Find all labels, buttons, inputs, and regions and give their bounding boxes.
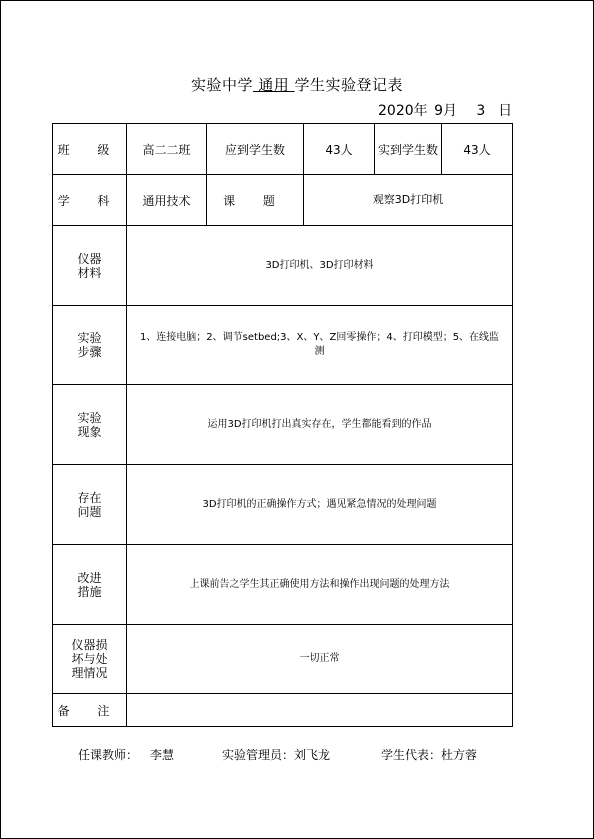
damage-label: 仪器损 坏与处 理情况 bbox=[53, 625, 127, 694]
subject-label: 学 科 bbox=[53, 175, 127, 226]
topic-label: 课 题 bbox=[207, 175, 304, 226]
phenomena-label: 实验 现象 bbox=[53, 385, 127, 465]
improvements-label: 改进 措施 bbox=[53, 545, 127, 625]
class-label: 班 级 bbox=[53, 124, 127, 175]
record-date: 2020年 9月 3 日 bbox=[378, 103, 513, 119]
expected-students-label: 应到学生数 bbox=[207, 124, 304, 175]
teacher-label: 任课教师： bbox=[78, 748, 139, 762]
expected-students-value: 43人 bbox=[304, 124, 375, 175]
steps-label: 实验 步骤 bbox=[53, 306, 127, 385]
title-suffix: 学生实验登记表 bbox=[294, 76, 404, 94]
student-representative: 学生代表：杜方蓉 bbox=[381, 748, 478, 762]
class-value: 高二二班 bbox=[127, 124, 207, 175]
teacher-name: 李慧 bbox=[150, 748, 175, 762]
materials-value: 3D打印机、3D打印材料 bbox=[127, 226, 513, 306]
improvements-value: 上课前告之学生其正确使用方法和操作出现问题的处理方法 bbox=[127, 545, 513, 625]
problems-value: 3D打印机的正确操作方式；遇见紧急情况的处理问题 bbox=[127, 465, 513, 545]
table-row bbox=[53, 306, 513, 385]
title-prefix: 实验中学 bbox=[190, 76, 253, 94]
registration-table bbox=[52, 123, 513, 727]
table-row bbox=[53, 694, 513, 727]
steps-value: 1、连接电脑；2、调节setbed;3、X、Y、Z回零操作；4、打印模型；5、在线监测 bbox=[127, 306, 513, 385]
materials-label: 仪器 材料 bbox=[53, 226, 127, 306]
table-row bbox=[53, 226, 513, 306]
title-subject: 通用 bbox=[258, 76, 290, 94]
table-row bbox=[53, 175, 513, 226]
lab-admin: 实验管理员：刘飞龙 bbox=[222, 748, 331, 762]
table-row bbox=[53, 625, 513, 694]
actual-students-label: 实到学生数 bbox=[375, 124, 442, 175]
table-row bbox=[53, 545, 513, 625]
topic-value: 观察3D打印机 bbox=[304, 175, 513, 226]
problems-label: 存在 问题 bbox=[53, 465, 127, 545]
table-row bbox=[53, 385, 513, 465]
notes-value bbox=[127, 694, 513, 727]
notes-label: 备 注 bbox=[53, 694, 127, 727]
table-row bbox=[53, 465, 513, 545]
phenomena-value: 运用3D打印机打出真实存在，学生都能看到的作品 bbox=[127, 385, 513, 465]
damage-value: 一切正常 bbox=[127, 625, 513, 694]
actual-students-value: 43人 bbox=[442, 124, 513, 175]
page-title bbox=[0, 74, 594, 95]
table-row bbox=[53, 124, 513, 175]
subject-value: 通用技术 bbox=[127, 175, 207, 226]
